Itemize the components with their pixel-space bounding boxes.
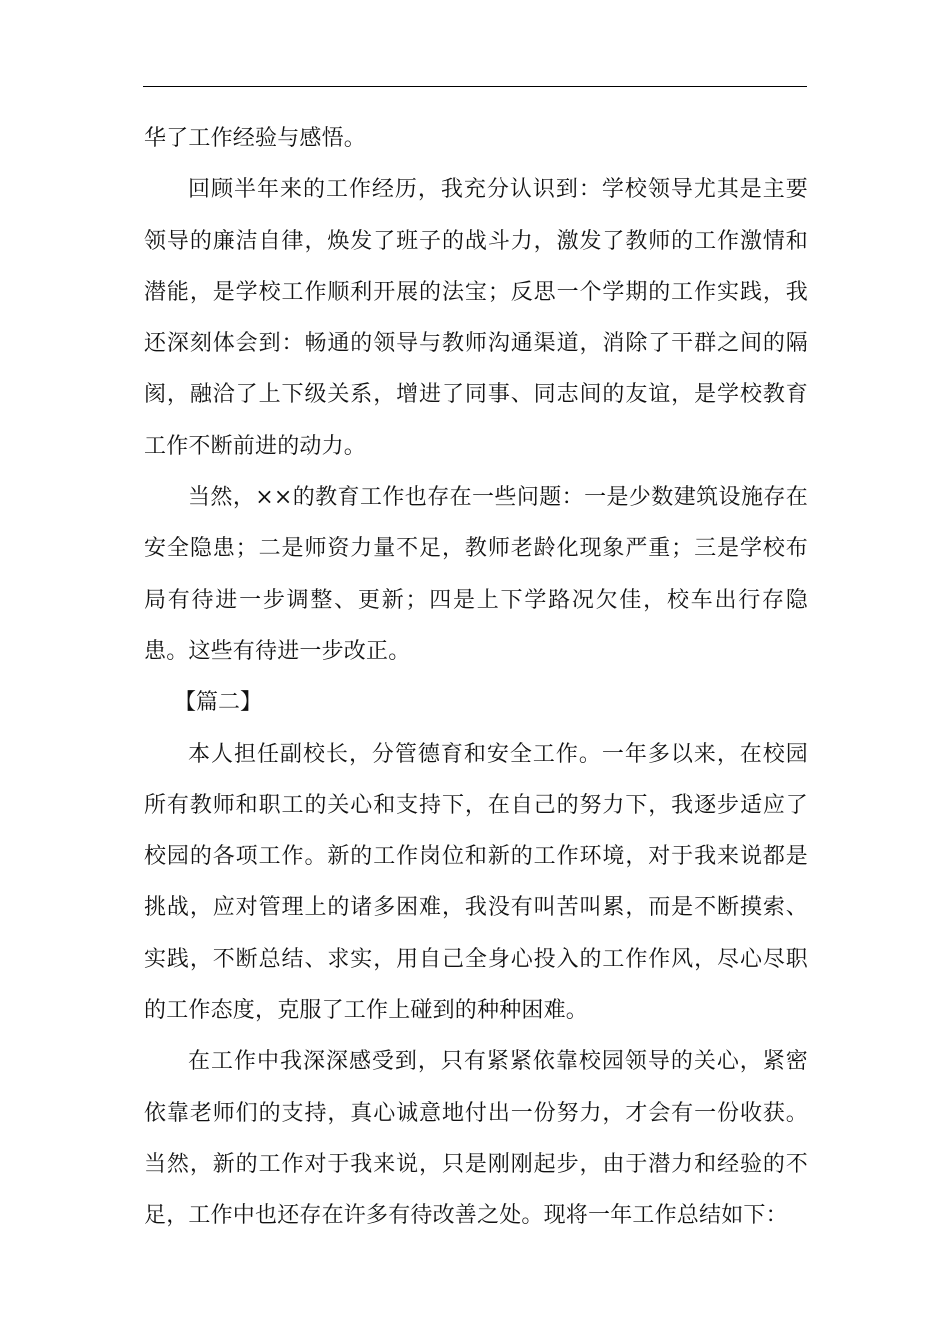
paragraph-reflection: 在工作中我深深感受到，只有紧紧依靠校园领导的关心，紧密依靠老师们的支持，真心诚意地付出一份努力，才会有一份收获。当然，新的工作对于我来说，只是刚刚起步，由于潜力和经验的不足，工作中也还存在许多有待改善之处。现将一年工作总结如下： [144, 1049, 808, 1229]
paragraph-continuation: 华了工作经验与感悟。 [144, 126, 367, 151]
header-rule [143, 86, 807, 87]
document-body [144, 113, 808, 1242]
paragraph-intro: 本人担任副校长，分管德育和安全工作。一年多以来，在校园所有教师和职工的关心和支持下，在自己的努力下，我逐步适应了校园的各项工作。新的工作岗位和新的工作环境，对于我来说都是挑战，应对管理上的诸多困难，我没有叫苦叫累，而是不断摸索、实践，不断总结、求实，用自己全身心投入的工作作风，尽心尽职的工作态度，克服了工作上碰到的种种困难。 [144, 741, 808, 1024]
paragraph-problems: 当然，××的教育工作也存在一些问题：一是少数建筑设施存在安全隐患；二是师资力量不足，教师老龄化现象严重；三是学校布局有待进一步调整、更新；四是上下学路况欠佳，校车出行存隐患。这些有待进一步改正。 [144, 485, 808, 664]
section-heading: 【篇二】 [174, 690, 263, 716]
paragraph-review: 回顾半年来的工作经历，我充分认识到：学校领导尤其是主要领导的廉洁自律，焕发了班子的战斗力，激发了教师的工作激情和潜能，是学校工作顺利开展的法宝；反思一个学期的工作实践，我还深刻体会到：畅通的领导与教师沟通渠道，消除了干群之间的隔阂，融洽了上下级关系，增进了同事、同志间的友谊，是学校教育工作不断前进的动力。 [144, 177, 808, 459]
